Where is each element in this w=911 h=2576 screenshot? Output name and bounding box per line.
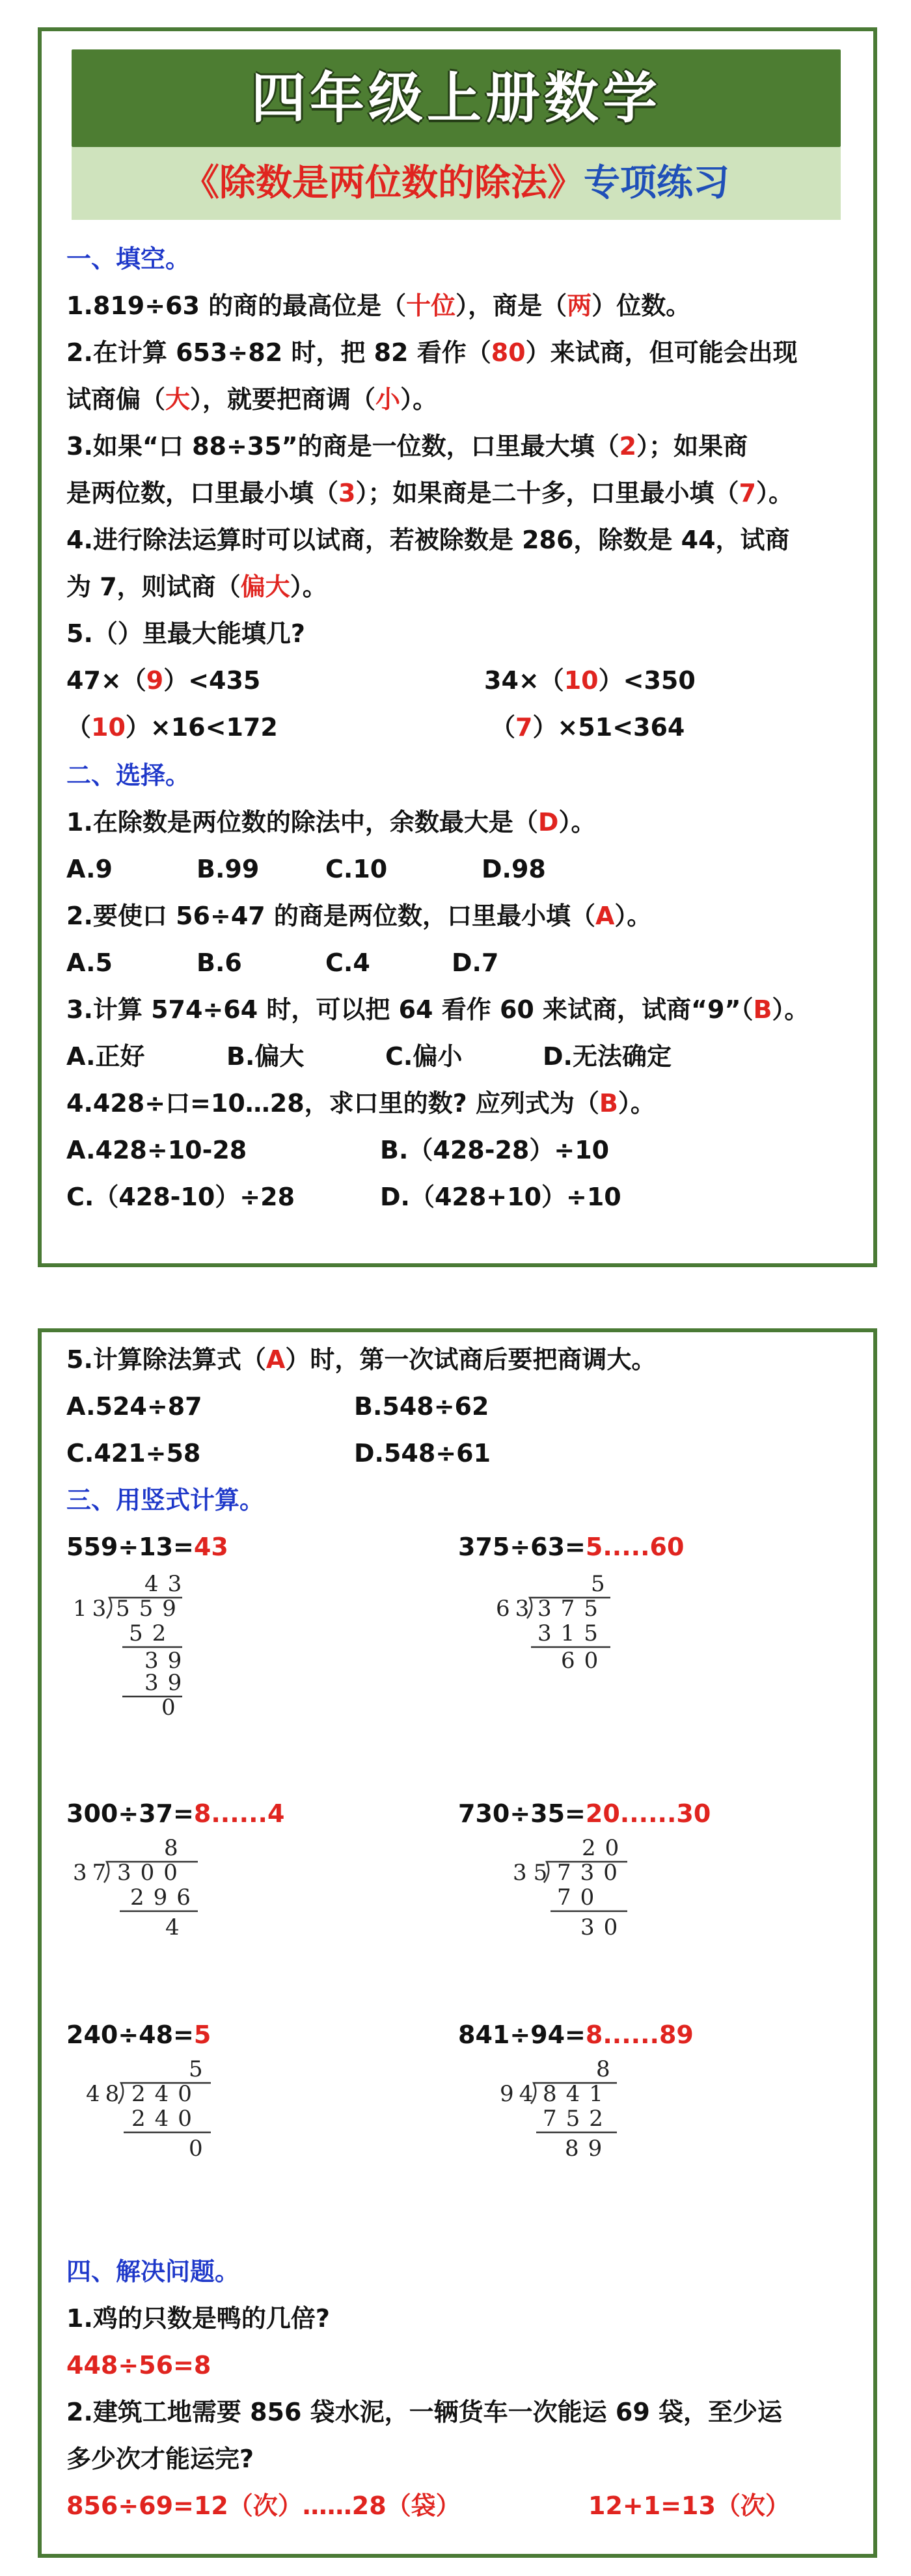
dividend: 375 <box>537 1596 607 1622</box>
word-answer-2b: 12+1=13（次） <box>588 2491 790 2520</box>
section-vertical-heading: 三、用竖式计算。 <box>66 1486 265 1514</box>
step: 60 <box>561 1648 608 1674</box>
quotient: 8 <box>164 1835 178 1861</box>
answer: B <box>599 1089 618 1118</box>
subtitle-topic: 《除数是两位数的除法》 <box>183 162 584 204</box>
fill-question-4-line-1: 4.进行除法运算时可以试商，若被除数是 286，除数是 44，试商 <box>66 526 790 554</box>
choice-question-4: 4.428÷口=10…28，求口里的数? 应列式为（B）。 <box>66 1089 655 1118</box>
choice-2-option-b: B.6 <box>197 948 242 977</box>
choice-question-5: 5.计算除法算式（A）时，第一次试商后要把商调大。 <box>66 1345 657 1374</box>
subtitle-suffix: 专项练习 <box>584 162 729 204</box>
section-choice-heading: 二、选择。 <box>66 761 191 790</box>
choice-1-option-b: B.99 <box>197 855 260 883</box>
dividend: 300 <box>117 1860 187 1886</box>
dividend: 730 <box>557 1860 627 1886</box>
fill-question-3-line-2: 是两位数，口里最小填（3）；如果商是二十多，口里最小填（7）。 <box>66 479 793 507</box>
answer: 7 <box>515 713 533 742</box>
dividend: 841 <box>543 2081 612 2107</box>
step: 4 <box>165 1914 180 1940</box>
vertical-problem-5: 240÷48=5 <box>66 2020 211 2049</box>
choice-3-option-a: A.正好 <box>66 1042 145 1071</box>
choice-2-option-d: D.7 <box>452 948 499 977</box>
choice-5-option-d: D.548÷61 <box>354 1439 491 1468</box>
word-answer-1: 448÷56=8 <box>66 2351 211 2380</box>
fill-question-2-line-1: 2.在计算 653÷82 时，把 82 看作（80）来试商，但可能会出现 <box>66 338 798 367</box>
choice-2-option-a: A.5 <box>66 948 113 977</box>
step: 0 <box>189 2136 203 2162</box>
step: 0 <box>161 1695 176 1719</box>
vertical-problem-4: 730÷35=20......30 <box>458 1799 711 1828</box>
fill-question-5-stem: 5.（）里最大能填几? <box>66 619 305 648</box>
answer: D <box>537 808 559 837</box>
divisor: 37 <box>73 1860 112 1886</box>
vertical-problem-6: 841÷94=8......89 <box>458 2020 694 2049</box>
fill-item-5b: 34×（10）<350 <box>484 666 696 695</box>
divisor: 13 <box>73 1596 112 1622</box>
choice-question-2: 2.要使口 56÷47 的商是两位数，口里最小填（A）。 <box>66 902 652 930</box>
step: 296 <box>130 1885 200 1911</box>
word-question-2-line-2: 多少次才能运完? <box>66 2445 254 2473</box>
step: 89 <box>565 2136 612 2162</box>
answer: 80 <box>491 338 526 367</box>
choice-question-3: 3.计算 574÷64 时，可以把 64 看作 60 来试商，试商“9”（B）。 <box>66 995 809 1024</box>
answer: 3 <box>338 479 356 507</box>
choice-3-option-b: B.偏大 <box>226 1042 305 1071</box>
word-question-2-line-1: 2.建筑工地需要 856 袋水泥，一辆货车一次能运 69 袋，至少运 <box>66 2398 782 2426</box>
vertical-problem-1: 559÷13=43 <box>66 1533 228 1561</box>
answer: 8......89 <box>585 2020 694 2049</box>
answer: 十位 <box>406 291 456 320</box>
choice-question-1: 1.在除数是两位数的除法中，余数最大是（D）。 <box>66 808 596 837</box>
vertical-problem-3: 300÷37=8......4 <box>66 1799 285 1828</box>
step: 70 <box>557 1885 604 1911</box>
choice-3-option-c: C.偏小 <box>385 1042 463 1071</box>
step: 39 <box>144 1670 191 1696</box>
answer: 8......4 <box>193 1799 285 1828</box>
quotient: 20 <box>582 1835 629 1861</box>
quotient: 43 <box>144 1571 191 1597</box>
word-question-1: 1.鸡的只数是鸭的几倍? <box>66 2304 330 2333</box>
fill-item-5d: （7）×51<364 <box>491 713 685 742</box>
choice-1-option-a: A.9 <box>66 855 113 883</box>
step: 52 <box>129 1620 176 1646</box>
choice-5-option-c: C.421÷58 <box>66 1439 201 1468</box>
word-answer-2a: 856÷69=12（次）……28（袋） <box>66 2491 461 2520</box>
step: 752 <box>543 2106 612 2132</box>
choice-5-option-a: A.524÷87 <box>66 1392 202 1421</box>
section-word-heading: 四、解决问题。 <box>66 2257 240 2286</box>
divisor: 94 <box>500 2081 539 2107</box>
answer: 43 <box>193 1533 228 1561</box>
vertical-problem-2: 375÷63=5.....60 <box>458 1533 685 1561</box>
answer: 2 <box>619 432 637 461</box>
choice-3-option-d: D.无法确定 <box>543 1042 672 1071</box>
fill-item-5a: 47×（9）<435 <box>66 666 261 695</box>
choice-4-option-c: C.（428-10）÷28 <box>66 1183 295 1211</box>
answer: A <box>595 902 615 930</box>
step: 315 <box>537 1620 607 1646</box>
answer: 偏大 <box>240 572 290 601</box>
answer: 20......30 <box>585 1799 711 1828</box>
quotient: 5 <box>591 1571 605 1597</box>
answer: 两 <box>567 291 592 320</box>
divisor: 48 <box>86 2081 125 2107</box>
section-fill-heading: 一、填空。 <box>66 245 191 273</box>
answer: 9 <box>146 666 164 695</box>
choice-1-option-d: D.98 <box>482 855 546 883</box>
dividend: 559 <box>116 1596 185 1622</box>
worksheet-panel-2 <box>38 1328 877 2558</box>
quotient: 8 <box>596 2056 610 2082</box>
dividend: 240 <box>131 2081 201 2107</box>
step: 30 <box>580 1914 627 1940</box>
answer: 小 <box>375 385 401 414</box>
quotient: 5 <box>189 2056 203 2082</box>
choice-5-option-b: B.548÷62 <box>354 1392 489 1421</box>
worksheet-panel-1 <box>38 27 877 1267</box>
fill-item-5c: （10）×16<172 <box>66 713 278 742</box>
choice-1-option-c: C.10 <box>325 855 388 883</box>
fill-question-4-line-2: 为 7，则试商（偏大）。 <box>66 572 327 601</box>
page-title: 四年级上册数学 <box>251 66 661 130</box>
answer: 大 <box>165 385 191 414</box>
choice-4-option-d: D.（428+10）÷10 <box>380 1183 621 1211</box>
subtitle-banner <box>72 147 841 220</box>
answer: 10 <box>564 666 599 695</box>
answer: 5 <box>193 2020 211 2049</box>
answer: 7 <box>739 479 756 507</box>
title-banner <box>72 49 841 147</box>
page-subtitle <box>72 147 841 220</box>
divisor: 35 <box>513 1860 554 1886</box>
answer: A <box>265 1345 286 1374</box>
choice-4-option-b: B.（428-28）÷10 <box>380 1136 610 1164</box>
step: 39 <box>144 1648 191 1674</box>
answer: 5.....60 <box>585 1533 685 1561</box>
choice-2-option-c: C.4 <box>325 948 370 977</box>
step: 240 <box>131 2106 201 2132</box>
fill-question-1: 1.819÷63 的商的最高位是（十位），商是（两）位数。 <box>66 291 691 320</box>
answer: 10 <box>91 713 126 742</box>
answer: B <box>753 995 772 1024</box>
divisor: 63 <box>496 1596 535 1622</box>
fill-question-3-line-1: 3.如果“口 88÷35”的商是一位数，口里最大填（2）；如果商 <box>66 432 748 461</box>
choice-4-option-a: A.428÷10-28 <box>66 1136 247 1164</box>
fill-question-2-line-2: 试商偏（大），就要把商调（小）。 <box>66 385 438 414</box>
